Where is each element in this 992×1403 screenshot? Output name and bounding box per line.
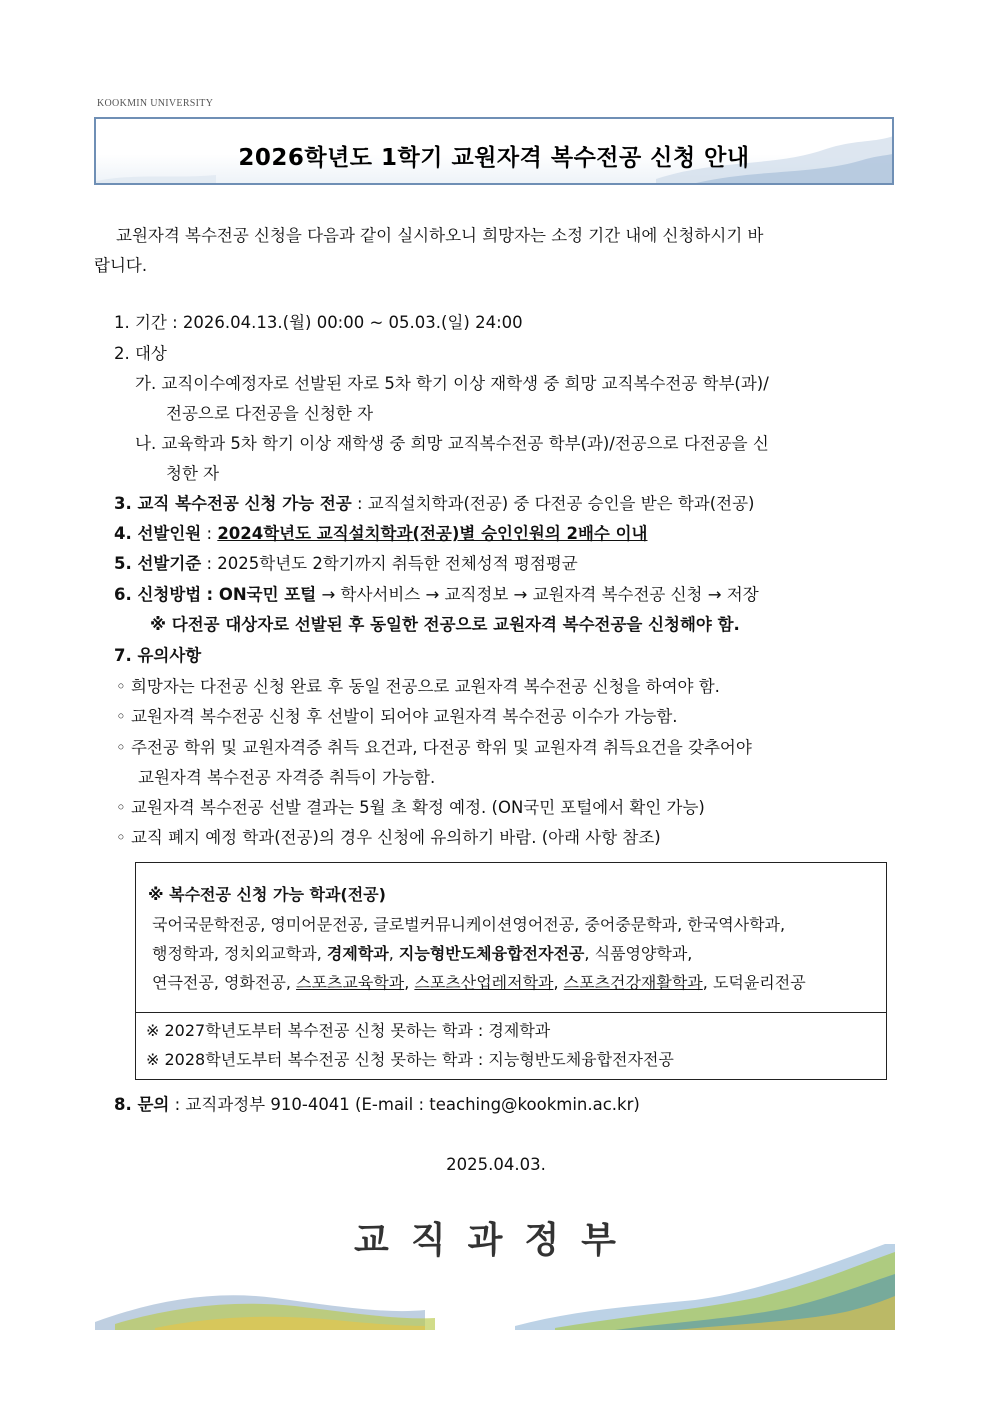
majors-value: : 교직설치학과(전공) 중 다전공 승인을 받은 학과(전공) bbox=[357, 494, 755, 513]
box-divider bbox=[136, 1012, 886, 1013]
notes-heading: 7. 유의사항 bbox=[114, 646, 202, 665]
box-row-3-part-g: , 도덕윤리전공 bbox=[702, 973, 806, 992]
quota-value: 2024학년도 교직설치학과(전공)별 승인인원의 2배수 이내 bbox=[217, 524, 648, 543]
closure-2028: ※ 2028학년도부터 복수전공 신청 못하는 학과 : 지능형반도체융합전자전공 bbox=[146, 1050, 674, 1069]
target-b-line-2: 청한 자 bbox=[166, 464, 220, 483]
landscape-decoration bbox=[95, 1240, 895, 1330]
closure-2027: ※ 2027학년도부터 복수전공 신청 못하는 학과 : 경제학과 bbox=[146, 1021, 551, 1040]
contact-item bbox=[114, 1094, 640, 1116]
period: 1. 기간 : 2026.04.13.(월) 00:00 ~ 05.03.(일) 24:00 bbox=[114, 313, 523, 332]
method-item bbox=[114, 584, 759, 606]
criteria-item bbox=[114, 553, 578, 575]
department-signature: 교직과정부 bbox=[354, 1220, 638, 1261]
sports-health-dept: 스포츠건강재활학과 bbox=[563, 973, 703, 992]
box-row-3-part-c: , bbox=[404, 973, 415, 992]
quota-label: 4. 선발인원 bbox=[114, 524, 202, 543]
box-heading: ※ 복수전공 신청 가능 학과(전공) bbox=[148, 885, 386, 904]
note-2: ◦ 교원자격 복수전공 신청 후 선발이 되어야 교원자격 복수전공 이수가 가능함. bbox=[116, 707, 678, 726]
majors-label: 3. 교직 복수전공 신청 가능 전공 bbox=[114, 494, 352, 513]
contact-label: 8. 문의 bbox=[114, 1095, 170, 1114]
box-row-3 bbox=[152, 972, 806, 994]
majors-item bbox=[114, 493, 755, 515]
target-b-line-1: 나. 교육학과 5차 학기 이상 재학생 중 희망 교직복수전공 학부(과)/전공으로 다전공을 신 bbox=[135, 434, 769, 453]
department-list-box bbox=[135, 862, 887, 1080]
sports-education-dept: 스포츠교육학과 bbox=[296, 973, 405, 992]
note-5: ◦ 교직 폐지 예정 학과(전공)의 경우 신청에 유의하기 바람. (아래 사항 참조) bbox=[116, 828, 661, 847]
economics-dept: 경제학과 bbox=[326, 944, 389, 963]
title-banner bbox=[94, 117, 894, 185]
university-name: KOOKMIN UNIVERSITY bbox=[97, 98, 214, 109]
box-row-3-part-a: 연극전공, 영화전공, bbox=[152, 973, 296, 992]
note-3-line-1: ◦ 주전공 학위 및 교원자격증 취득 요건과, 다전공 학위 및 교원자격 취득요건을 갖추어야 bbox=[116, 738, 752, 757]
box-row-1: 국어국문학전공, 영미어문전공, 글로벌커뮤니케이션영어전공, 중어중문학과, 한국역사학과, bbox=[152, 915, 786, 934]
semiconductor-dept: 지능형반도체융합전자전공 bbox=[398, 944, 585, 963]
method-portal: : ON국민 포털 bbox=[206, 585, 317, 604]
target-a-line-2: 전공으로 다전공을 신청한 자 bbox=[166, 404, 374, 423]
box-row-2-part-e: , 식품영양학과, bbox=[584, 944, 693, 963]
target-heading: 2. 대상 bbox=[114, 344, 167, 363]
quota-colon: : bbox=[206, 524, 213, 543]
note-1: ◦ 희망자는 다전공 신청 완료 후 동일 전공으로 교원자격 복수전공 신청을 하여야 함. bbox=[116, 677, 720, 696]
target-a-line-1: 가. 교직이수예정자로 선발된 자로 5차 학기 이상 재학생 중 희망 교직복수전공 학부(과)/ bbox=[135, 374, 769, 393]
contact-value: : 교직과정부 910-4041 (E-mail : teaching@kookmin.ac.kr) bbox=[174, 1095, 640, 1114]
criteria-value: : 2025학년도 2학기까지 취득한 전체성적 평점평균 bbox=[206, 554, 578, 573]
box-row-2-part-c: , bbox=[388, 944, 399, 963]
box-row-3-part-e: , bbox=[553, 973, 564, 992]
issue-date: 2025.04.03. bbox=[446, 1155, 546, 1174]
method-path: → 학사서비스 → 교직정보 → 교원자격 복수전공 신청 → 저장 bbox=[321, 585, 759, 604]
method-label: 6. 신청방법 bbox=[114, 585, 202, 604]
intro-line-2: 랍니다. bbox=[94, 256, 148, 275]
quota-item bbox=[114, 523, 648, 545]
sports-industry-dept: 스포츠산업레저학과 bbox=[414, 973, 554, 992]
box-row-2-part-a: 행정학과, 정치외교학과, bbox=[152, 944, 327, 963]
page-title: 2026학년도 1학기 교원자격 복수전공 신청 안내 bbox=[238, 145, 750, 171]
note-3-line-2: 교원자격 복수전공 자격증 취득이 가능함. bbox=[138, 768, 436, 787]
intro-line-1: 교원자격 복수전공 신청을 다음과 같이 실시하오니 희망자는 소정 기간 내에 신청하시기 바 bbox=[116, 226, 764, 245]
box-row-2 bbox=[152, 943, 692, 965]
method-note: ※ 다전공 대상자로 선발된 후 동일한 전공으로 교원자격 복수전공을 신청해야 함. bbox=[150, 615, 740, 634]
criteria-label: 5. 선발기준 bbox=[114, 554, 202, 573]
note-4: ◦ 교원자격 복수전공 선발 결과는 5월 초 확정 예정. (ON국민 포털에서 확인 가능) bbox=[116, 798, 705, 817]
